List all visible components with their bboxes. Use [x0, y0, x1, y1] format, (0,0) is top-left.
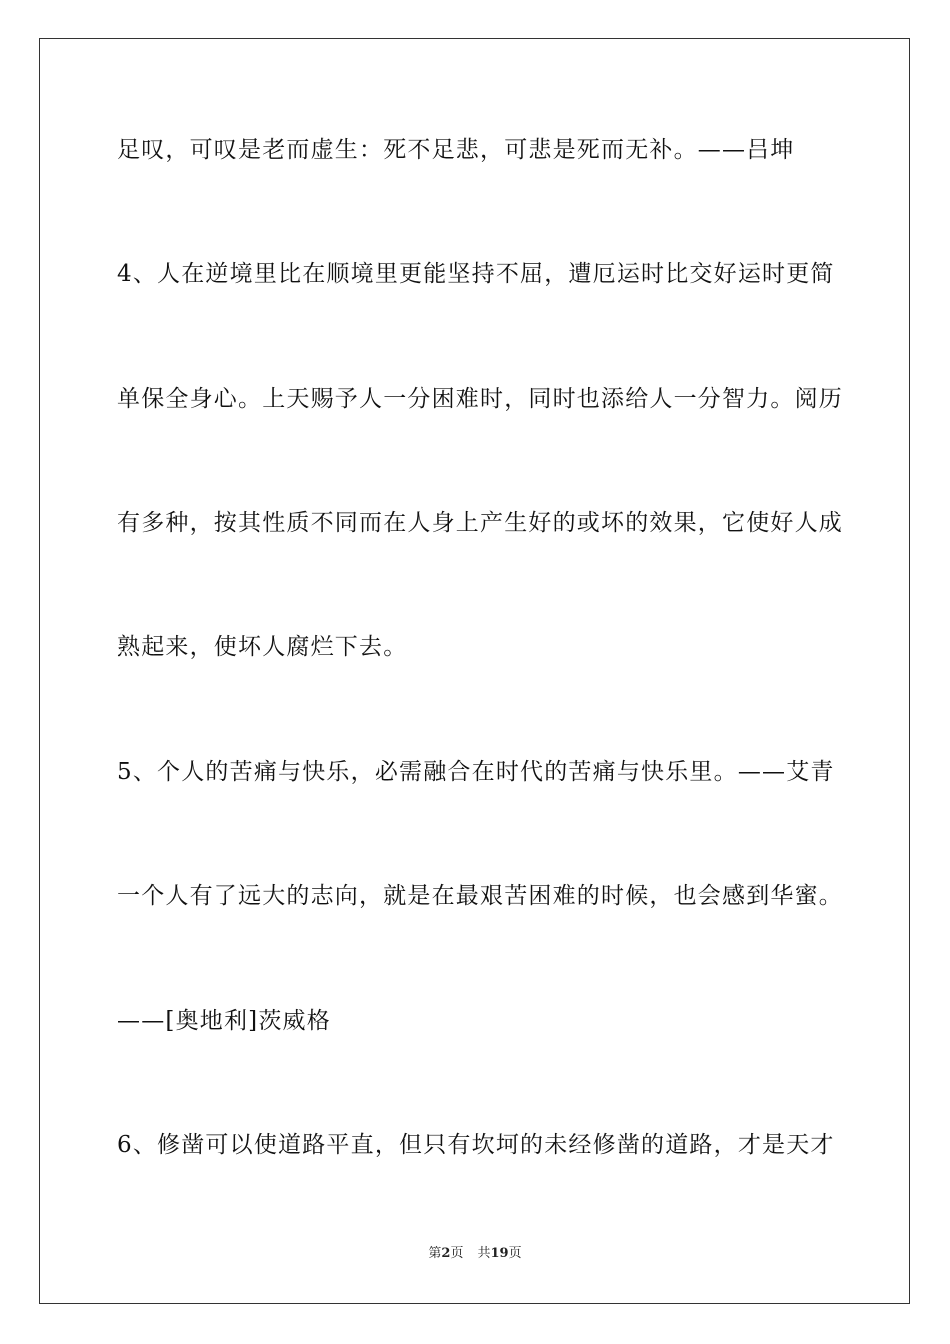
- footer-page-total: 19: [490, 1246, 509, 1261]
- footer-page-suffix: 页: [450, 1246, 464, 1261]
- footer-total-prefix: 共: [477, 1246, 491, 1261]
- footer-total-suffix: 页: [508, 1246, 522, 1261]
- text-line-4: 有多种，按其性质不同而在人身上产生好的或坏的效果，它使好人成: [117, 510, 843, 536]
- footer-page-current: 2: [441, 1246, 451, 1261]
- page-footer: [0, 1245, 950, 1263]
- text-line-9: 6、修凿可以使道路平直，但只有坎坷的未经修凿的道路，才是天才: [117, 1132, 835, 1158]
- text-line-1: 足叹，可叹是老而虚生：死不足悲，可悲是死而无补。——吕坤: [117, 137, 795, 163]
- text-line-5: 熟起来，使坏人腐烂下去。: [117, 634, 408, 660]
- text-line-3: 单保全身心。上天赐予人一分困难时，同时也添给人一分智力。阅历: [117, 386, 843, 412]
- text-line-2: 4、人在逆境里比在顺境里更能坚持不屈，遭厄运时比交好运时更简: [117, 261, 835, 287]
- text-line-7: 一个人有了远大的志向，就是在最艰苦困难的时候，也会感到华蜜。: [117, 883, 843, 909]
- page-border: [39, 38, 910, 1304]
- footer-page-prefix: 第: [428, 1246, 442, 1261]
- text-line-8: ——[奥地利]茨威格: [117, 1008, 331, 1034]
- text-line-6: 5、个人的苦痛与快乐，必需融合在时代的苦痛与快乐里。——艾青: [117, 759, 835, 785]
